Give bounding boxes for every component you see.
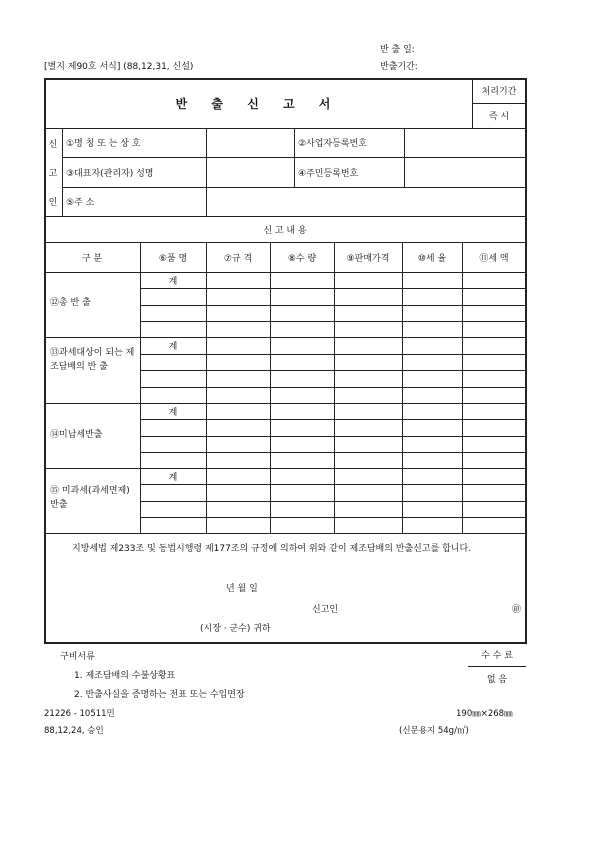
grid-line	[44, 78, 46, 643]
grid-line	[468, 666, 526, 667]
grid-line	[206, 128, 207, 216]
footer-paper: (신문용지 54g/㎡)	[399, 726, 469, 736]
resident-reg-no-label: ④주민등록번호	[298, 168, 359, 179]
grid-line	[44, 216, 526, 217]
address-value[interactable]	[206, 187, 526, 216]
reporter-label-3: 인	[48, 197, 58, 208]
form-title: 반 출 신 고 서	[175, 96, 341, 111]
col-price: ⑨판매가격	[346, 253, 390, 264]
grid-line	[44, 642, 526, 643]
total-label-4: 계	[168, 472, 178, 483]
total-label-1: 계	[168, 276, 178, 287]
name-or-trade-label: ①명 칭 또 는 상 호	[66, 139, 141, 149]
col-spec: ⑦규 격	[223, 253, 253, 264]
representative-name-label: ③대표자(관리자) 성명	[66, 168, 154, 179]
grid-line	[140, 517, 526, 518]
grid-line	[468, 642, 469, 643]
content-header: 신 고 내 용	[263, 225, 307, 236]
required-doc-2: 2. 반출사실을 증명하는 전표 또는 수입면장	[74, 690, 245, 700]
grid-line	[140, 354, 526, 355]
grid-line	[44, 533, 526, 534]
processing-period-label: 처리기간	[481, 87, 517, 97]
fee-label: 수 수 료	[481, 650, 513, 661]
required-doc-1: 1. 제조담배의 수불상황표	[74, 671, 176, 681]
processing-period-value: 즉 시	[488, 112, 510, 122]
footer-approval: 88,12,24, 승인	[44, 726, 104, 736]
address-label: ⑤주 소	[66, 198, 95, 208]
recipient: (시장 · 군수) 귀하	[200, 624, 271, 634]
declaration-text: 지방세법 제233조 및 동법시행령 제177조의 규정에 의하여 위와 같이 제조담배의 반출신고를 합니다.	[72, 544, 472, 554]
report-form	[44, 78, 526, 700]
seal-mark: ㊞	[512, 605, 522, 615]
reporter-sign-label: 신고인	[312, 605, 339, 615]
category-taxable-export: ⑬과세대상이 되는 제조담배의 반 출	[50, 348, 135, 372]
date-line: 년 월 일	[226, 584, 258, 594]
grid-line	[140, 501, 526, 502]
col-item: ⑥품 명	[158, 253, 188, 264]
category-untaxed-export: ⑮ 미과세(과세면제) 반출	[50, 486, 130, 510]
grid-line	[525, 78, 527, 643]
grid-line	[404, 128, 405, 187]
grid-line	[44, 242, 526, 243]
grid-line	[44, 78, 526, 80]
reporter-label-2: 고	[48, 168, 58, 179]
business-reg-no-label: ②사업자등록번호	[298, 139, 367, 149]
fee-value: 없 음	[486, 675, 508, 685]
category-unpaid-tax-export: ⑭미납세반출	[50, 430, 103, 440]
grid-line	[44, 337, 526, 338]
col-quantity: ⑧수 량	[287, 253, 317, 264]
col-tax-rate: ⑩세 율	[417, 253, 447, 264]
grid-line	[294, 128, 295, 187]
col-tax-amount: ⑪세 액	[479, 253, 509, 264]
grid-line	[140, 370, 526, 371]
business-reg-no-value[interactable]	[404, 128, 526, 157]
grid-line	[140, 321, 526, 322]
grid-line	[472, 103, 526, 104]
grid-line	[62, 128, 63, 216]
category-total-export: ⑫총 반 출	[50, 298, 91, 308]
col-category: 구 분	[81, 253, 103, 264]
grid-line	[44, 272, 526, 273]
footer-code: 21226 - 10511민	[44, 709, 115, 719]
grid-line	[62, 187, 526, 188]
grid-line	[140, 436, 526, 437]
grid-line	[44, 403, 526, 404]
grid-line	[44, 468, 526, 469]
representative-name-value[interactable]	[206, 157, 294, 187]
grid-line	[44, 128, 526, 129]
grid-line	[140, 419, 526, 420]
grid-line	[140, 305, 526, 306]
required-docs-title: 구비서류	[60, 652, 95, 662]
reporter-label-1: 신	[48, 139, 58, 150]
total-label-3: 계	[168, 407, 178, 418]
grid-line	[140, 288, 526, 289]
grid-line	[140, 484, 526, 485]
grid-line	[140, 387, 526, 388]
export-date-label: 반 출 일:	[380, 45, 415, 55]
name-or-trade-value[interactable]	[206, 128, 294, 157]
form-reference: [별지 제90호 서식] (88,12,31, 신설)	[44, 62, 194, 72]
grid-line	[140, 452, 526, 453]
footer-size: 190㎜×268㎜	[456, 709, 513, 719]
export-period-label: 반출기간:	[380, 62, 418, 72]
total-label-2: 계	[168, 341, 178, 352]
resident-reg-no-value[interactable]	[404, 157, 526, 187]
